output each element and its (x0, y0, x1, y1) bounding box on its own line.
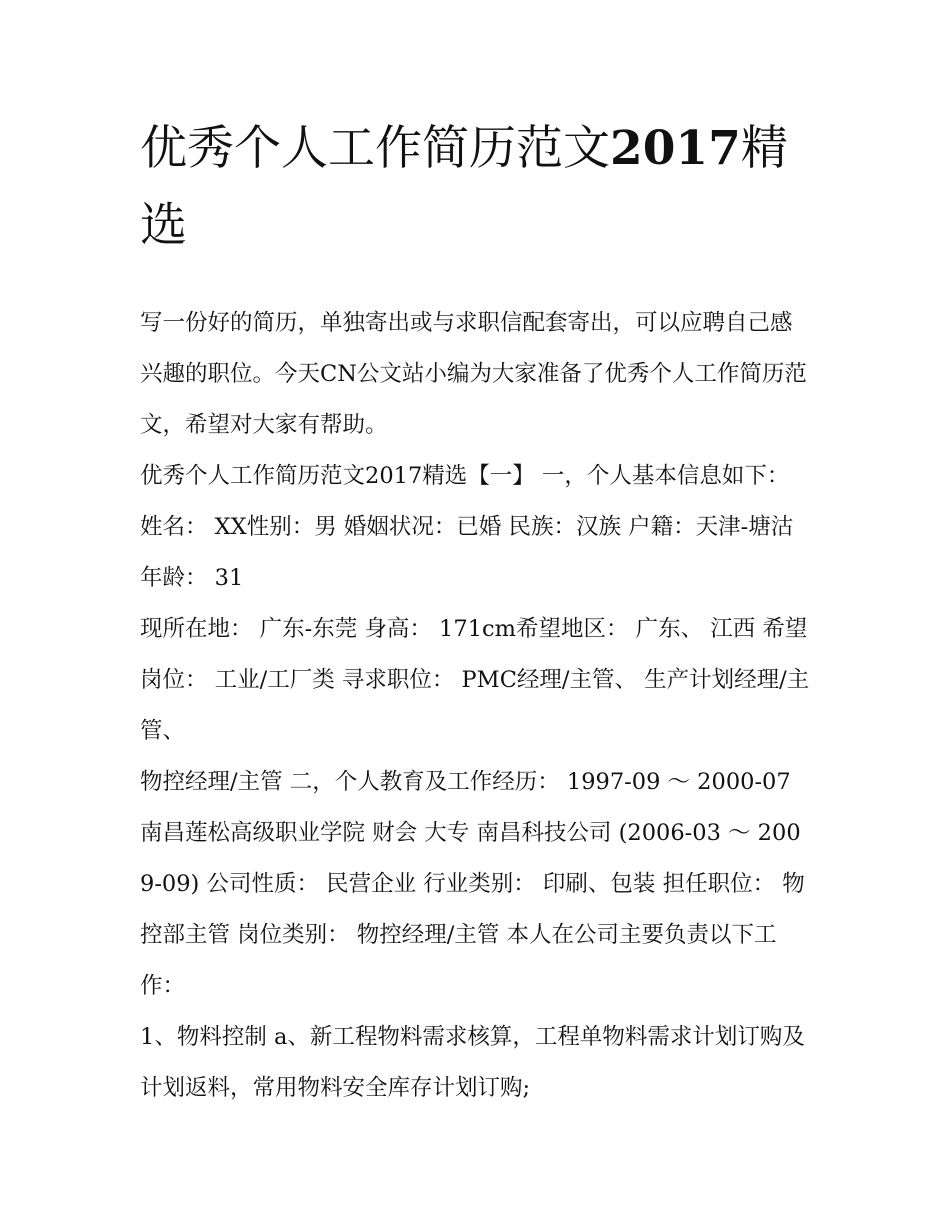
title-suffix: 精选 (140, 121, 788, 253)
document-body (140, 110, 812, 1114)
title-year: 2017 (610, 121, 741, 176)
basic-info-paragraph: 优秀个人工作简历范文2017精选【一】 一，个人基本信息如下： 姓名： XX性别：男 婚姻状况：已婚 民族：汉族 户籍：天津-塘沽 年龄： 31 (140, 463, 794, 591)
intro-paragraph: 写一份好的简历，单独寄出或与求职信配套寄出，可以应聘自己感兴趣的职位。今天CN公文站小编为大家准备了优秀个人工作简历范文，希望对大家有帮助。 (140, 310, 807, 438)
duties-paragraph: 1、物料控制 a、新工程物料需求核算，工程单物料需求计划订购及计划返料，常用物料安全库存计划订购; (140, 1024, 805, 1101)
document-title (140, 110, 812, 264)
title-prefix: 优秀个人工作简历范文 (140, 121, 610, 176)
experience-paragraph: 物控经理/主管 二，个人教育及工作经历： 1997-09 ～ 2000-07 南昌莲松高级职业学院 财会 大专 南昌科技公司 (2006-03 ～ 2009-09) 公司性质： 民营企业 行业类别： 印刷、包装 担任职位： 物控部主管 岗位类别： 物控经理/主管 本人在公司主要负责以下工作： (140, 769, 805, 999)
location-paragraph: 现所在地： 广东-东莞 身高： 171cm希望地区： 广东、 江西 希望岗位： 工业/工厂类 寻求职位： PMC经理/主管、 生产计划经理/主管、 (140, 616, 810, 744)
